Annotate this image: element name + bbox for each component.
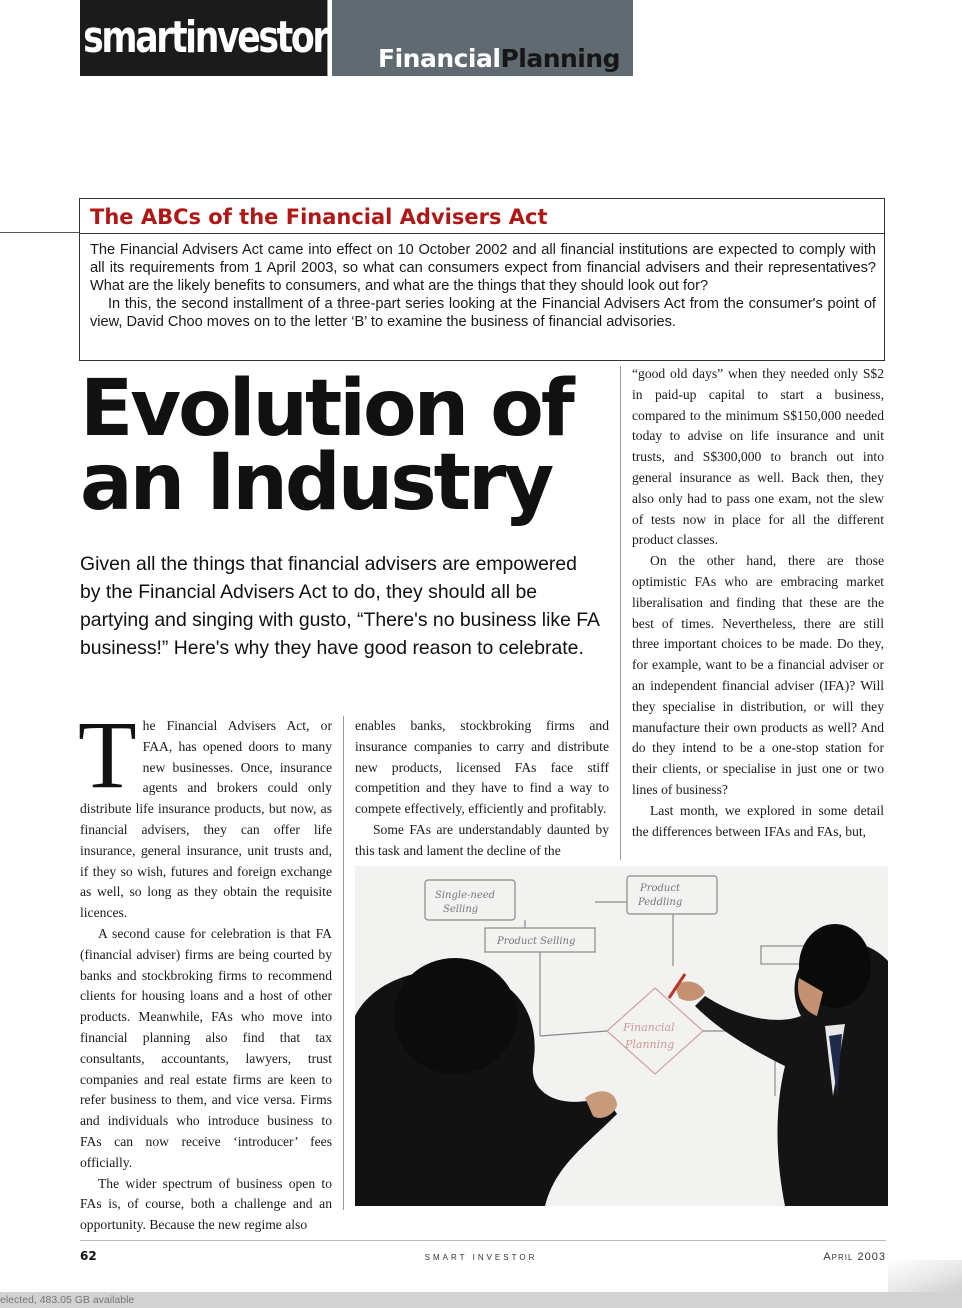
masthead-logo: smartinvestor [80,0,327,76]
section-label [378,44,620,73]
diagram-label: Product [640,883,680,894]
article-deck: Given all the things that financial advisers are empowered by the Financial Advisers Act to do, they should all be partying and singing with gusto, “There's no business like FA business!” Here's why they have good reason to celebrate. [80,553,599,659]
article-column-3 [632,364,884,842]
article-paragraph: Last month, we explored in some detail the differences between IFAs and FAs, but, [632,802,884,839]
footer-issue-date: April 2003 [823,1251,886,1263]
article-paragraph: A second cause for celebration is that FA (financial adviser) firms are being courted by banks and stockbroking firms to recommend clients for housing loans and a host of other products. Meanwhile, FAs who move into financial planning also find that tax consultants, accountants, lawyers, trust companies and real estate firms are keen to refer business to them, and vice versa. Firms and individuals who introduce business to FAs can now receive ‘introducer’ fees officially. [80,925,332,1170]
diagram-label: Financial [623,1021,675,1034]
article-paragraph: Some FAs are understandably daunted by this task and lament the decline of the [355,821,609,858]
article-paragraph: enables banks, stockbroking firms and insurance companies to carry and distribute new products, licensed FAs face stiff competition and they have to find a way to compete effectively, efficiently and profitably. [355,718,609,817]
page-curl [888,1260,962,1292]
article-photo [355,866,888,1206]
article-paragraph: “good old days” when they needed only S$2 in paid-up capital to start a business, compared to the minimum S$150,000 needed today to advise on life insurance and unit trusts, and S$300,000 to branch out into general insurance as well. Back then, they also only had to pass one exam, not the slew of tests now in place for all the different product classes. [632,366,884,548]
margin-hairline [0,232,80,233]
footer-rule [80,1240,886,1241]
dropcap: T [78,701,137,808]
abc-box-paragraph: The Financial Advisers Act came into effect on 10 October 2002 and all financial institutions are expected to comply with all its requirements from 1 April 2003, so what can consumers expect from financial advisers and their representatives? What are the likely benefits to consumers, and what are the things that they should look out for? [90,242,876,294]
abc-box-paragraph: In this, the second installment of a three-part series looking at the Financial Advisers Act from the consumer's point of view, David Choo moves on to the letter ‘B’ to examine the business of financial advisories. [90,296,876,330]
abc-box-body [90,241,876,331]
status-bar [0,1292,962,1308]
photo-illustration [355,866,888,1206]
article-paragraph [78,701,332,924]
section-label-word2: Planning [500,44,621,73]
article-column-2 [355,716,609,862]
abc-box-divider [80,233,884,234]
status-bar-text: elected, 483.05 GB available [0,1294,135,1306]
headline-line: an Industry [80,438,552,528]
page-number: 62 [80,1249,97,1263]
section-label-word1: Financial [378,44,501,73]
paragraph-text: he Financial Advisers Act, or FAA, has opened doors to many new businesses. Once, insurance agents and brokers could only distribute life insurance products, but now, as financial advisers, they can offer life insurance, general insurance, unit trusts and, if they so wish, futures and foreign exchange as well, so long as they obtain the requisite licences. [80,718,332,921]
diagram-label: Planning [625,1038,675,1051]
diagram-label: Product Selling [497,936,576,947]
diagram-label: Single-need [435,890,496,901]
article-column-1 [78,701,332,1236]
abc-box-title: The ABCs of the Financial Advisers Act [90,205,548,229]
article-paragraph: On the other hand, there are those optimistic FAs who are embracing market liberalisation and finding that these are the best of times. Nevertheless, there are still three important choices to be made. Do they, for example, want to be a financial adviser or an independent financial adviser (IFA)? Will they specialise in distribution, or will they manufacture their own products as well? And do they intend to be a one-stop station for their clients, or specialise in just one or two lines of business? [632,553,884,797]
column-rule [620,366,621,860]
footer-magazine-name: SMART INVESTOR [424,1253,538,1262]
diagram-label: Peddling [638,897,683,908]
article-headline [80,364,620,528]
diagram-label: Selling [443,904,479,915]
column-rule [343,716,344,1210]
abc-intro-box [79,198,885,361]
headline-line: Evolution of [80,364,572,454]
article-paragraph: The wider spectrum of business open to FAs is, of course, both a challenge and an opportunity. Because the new regime also [80,1175,332,1233]
